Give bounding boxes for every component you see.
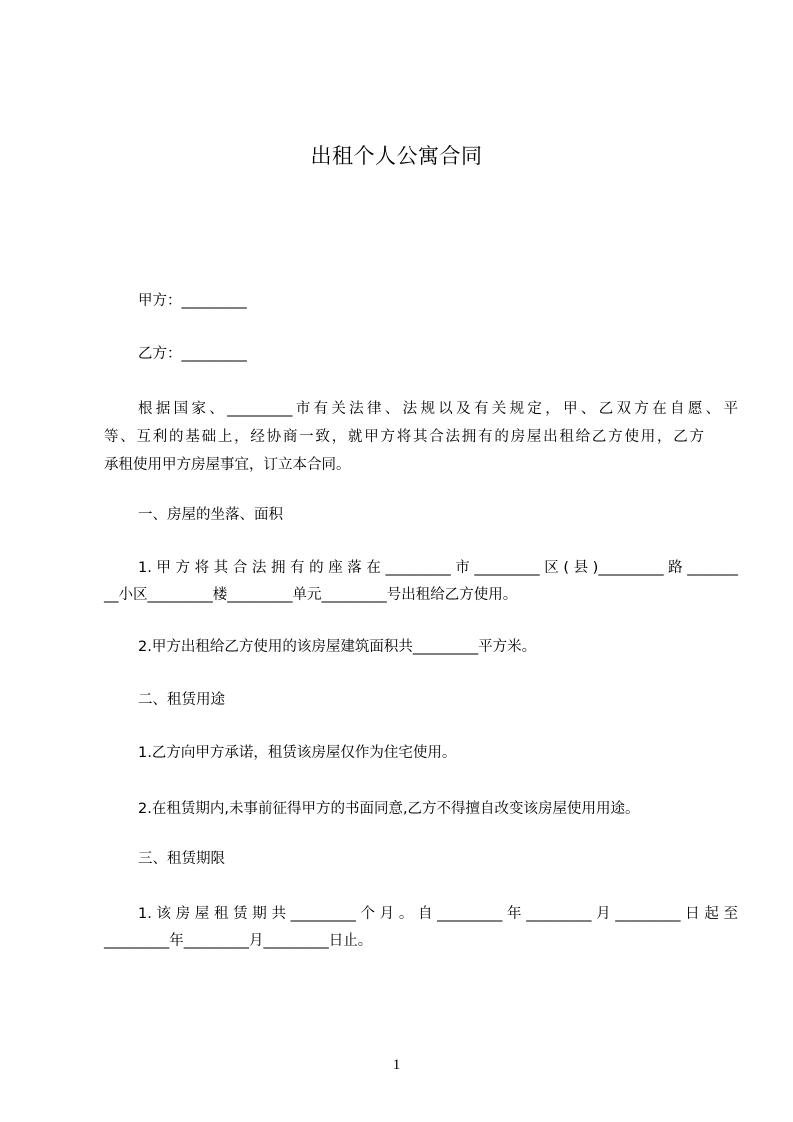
clause-location-1-line-2: __小区_________楼_________单元_________号出租给乙方使用。 — [104, 587, 518, 603]
preamble-line-2: 等、互利的基础上，经协商一致，就甲方将其合法拥有的房屋出租给乙方使用，乙方 — [104, 429, 704, 445]
document-title: 出租个人公寓合同 — [310, 144, 483, 168]
party-b-line: 乙方：_________ — [138, 346, 247, 362]
page-number: 1 — [392, 1057, 401, 1073]
section-heading-location: 一、房屋的坐落、面积 — [138, 507, 283, 523]
clause-usage-1: 1.乙方向甲方承诺，租赁该房屋仅作为住宅使用。 — [138, 745, 457, 761]
clause-usage-2: 2.在租赁期内,未事前征得甲方的书面同意,乙方不得擅自改变该房屋使用用途。 — [138, 801, 640, 817]
section-heading-usage: 二、租赁用途 — [138, 692, 225, 708]
party-a-line: 甲方：_________ — [138, 293, 247, 309]
preamble-line-1: 根据国家、_________市有关法律、法规以及有关规定，甲、乙双方在自愿、平 — [138, 401, 738, 417]
clause-term-1-line-1: 1.该房屋租赁期共_________个月。自_________年_________月_________日起至 — [138, 906, 738, 922]
clause-location-1-line-1: 1.甲方将其合法拥有的座落在_________市_________区(县)_________路_______ — [138, 560, 738, 576]
clause-location-2: 2.甲方出租给乙方使用的该房屋建筑面积共_________平方米。 — [138, 639, 537, 655]
section-heading-term: 三、租赁期限 — [138, 851, 225, 867]
clause-term-1-line-2: _________年_________月_________日止。 — [104, 933, 373, 949]
preamble-line-3: 承租使用甲方房屋事宜，订立本合同。 — [104, 457, 351, 473]
